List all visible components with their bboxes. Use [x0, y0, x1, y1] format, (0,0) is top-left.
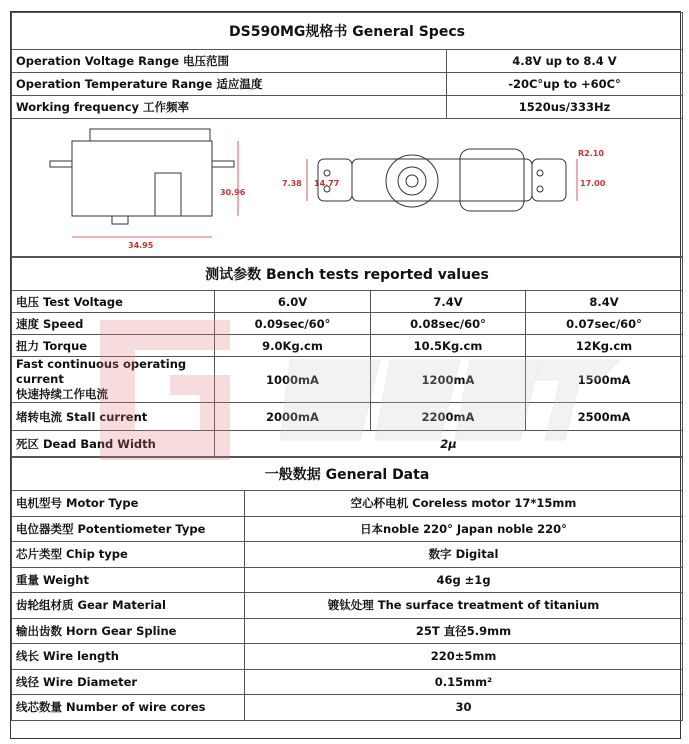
- servo-side-view: [50, 129, 234, 224]
- general-specs-table: [11, 12, 683, 257]
- wire-length-value: 220±5mm: [245, 644, 683, 670]
- torque-label: 扭力 Torque: [12, 335, 215, 357]
- test-voltage-8v: 8.4V: [526, 291, 683, 313]
- weight-value: 46g ±1g: [245, 567, 683, 593]
- horn-gear-spline-value: 25T 直径5.9mm: [245, 618, 683, 644]
- stall-current-7v: 2200mA: [371, 403, 526, 431]
- bench-tests-table: [11, 257, 683, 457]
- torque-8v: 12Kg.cm: [526, 335, 683, 357]
- operating-current-8v: 1500mA: [526, 357, 683, 403]
- dim-height-label: 30.96: [220, 188, 246, 197]
- general-data-table: [11, 457, 683, 721]
- dim-width-label: 34.95: [128, 241, 154, 250]
- stall-current-label: 堵转电流 Stall current: [12, 403, 215, 431]
- dimension-drawing-cell: [12, 119, 683, 257]
- chip-type-value: 数字 Digital: [245, 542, 683, 568]
- working-frequency-label: Working frequency 工作频率: [12, 96, 447, 119]
- servo-top-view: [318, 149, 566, 211]
- stall-current-8v: 2500mA: [526, 403, 683, 431]
- horn-gear-spline-label: 输出齿数 Horn Gear Spline: [12, 618, 245, 644]
- speed-6v: 0.09sec/60°: [215, 313, 371, 335]
- operating-current-label-en: Fast continuous operating current: [16, 357, 187, 386]
- test-voltage-label: 电压 Test Voltage: [12, 291, 215, 313]
- motor-type-value: 空心杯电机 Coreless motor 17*15mm: [245, 491, 683, 517]
- dim-c-label: 17.00: [580, 179, 606, 188]
- dim-a-label: 7.38: [282, 179, 302, 188]
- operating-current-6v: 1000mA: [215, 357, 371, 403]
- speed-7v: 0.08sec/60°: [371, 313, 526, 335]
- temperature-range-label: Operation Temperature Range 适应温度: [12, 73, 447, 96]
- test-voltage-6v: 6.0V: [215, 291, 371, 313]
- weight-label: 重量 Weight: [12, 567, 245, 593]
- operating-current-7v: 1200mA: [371, 357, 526, 403]
- voltage-range-label: Operation Voltage Range 电压范围: [12, 50, 447, 73]
- speed-label: 速度 Speed: [12, 313, 215, 335]
- voltage-range-value: 4.8V up to 8.4 V: [447, 50, 683, 73]
- torque-6v: 9.0Kg.cm: [215, 335, 371, 357]
- operating-current-label: [12, 357, 215, 403]
- working-frequency-value: 1520us/333Hz: [447, 96, 683, 119]
- wire-length-label: 线长 Wire length: [12, 644, 245, 670]
- spec-sheet: [10, 11, 681, 739]
- speed-8v: 0.07sec/60°: [526, 313, 683, 335]
- general-data-title: 一般数据 General Data: [12, 458, 683, 491]
- gear-material-value: 镀钛处理 The surface treatment of titanium: [245, 593, 683, 619]
- wire-cores-value: 30: [245, 695, 683, 721]
- dead-band-value: 2μ: [215, 431, 683, 457]
- sheet-title: DS590MG规格书 General Specs: [12, 13, 683, 50]
- test-voltage-7v: 7.4V: [371, 291, 526, 313]
- chip-type-label: 芯片类型 Chip type: [12, 542, 245, 568]
- servo-dimension-drawing: [12, 119, 681, 253]
- potentiometer-type-value: 日本noble 220° Japan noble 220°: [245, 516, 683, 542]
- wire-cores-label: 线芯数量 Number of wire cores: [12, 695, 245, 721]
- temperature-range-value: -20C°up to +60C°: [447, 73, 683, 96]
- dim-b-label: 14.77: [314, 179, 340, 188]
- gear-material-label: 齿轮组材质 Gear Material: [12, 593, 245, 619]
- operating-current-label-cn: 快速持续工作电流: [16, 387, 108, 401]
- dead-band-label: 死区 Dead Band Width: [12, 431, 215, 457]
- motor-type-label: 电机型号 Motor Type: [12, 491, 245, 517]
- potentiometer-type-label: 电位器类型 Potentiometer Type: [12, 516, 245, 542]
- torque-7v: 10.5Kg.cm: [371, 335, 526, 357]
- dim-radius-label: R2.10: [578, 149, 604, 158]
- stall-current-6v: 2000mA: [215, 403, 371, 431]
- wire-diameter-label: 线径 Wire Diameter: [12, 669, 245, 695]
- bench-title: 测试参数 Bench tests reported values: [12, 258, 683, 291]
- wire-diameter-value: 0.15mm²: [245, 669, 683, 695]
